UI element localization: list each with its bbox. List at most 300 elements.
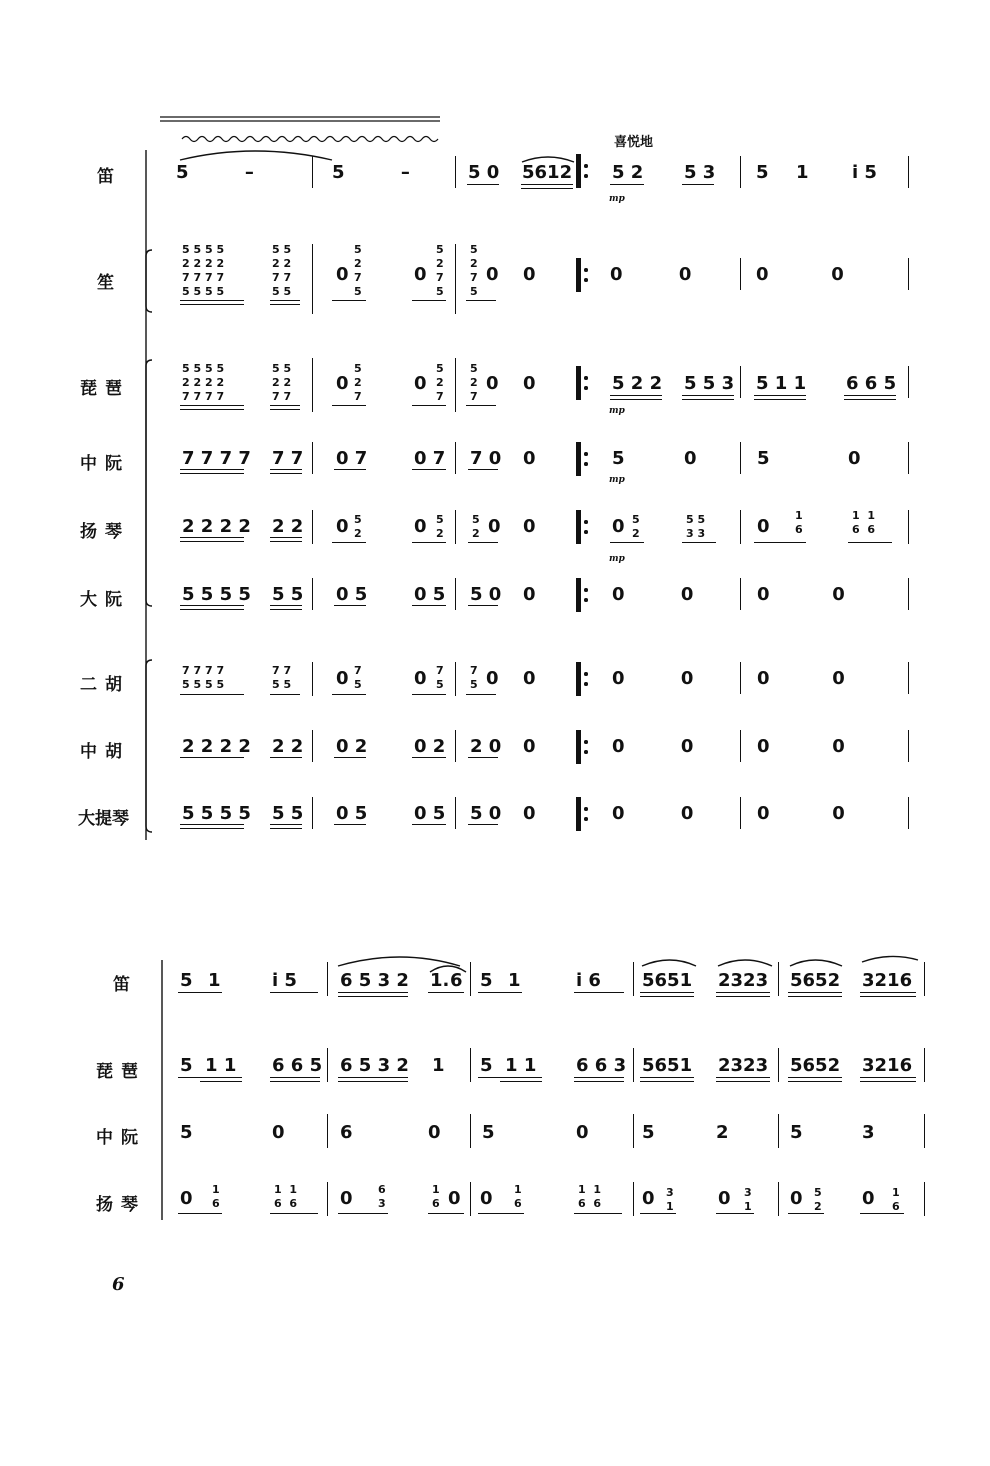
instrument-label-dizi: 笛: [97, 167, 114, 187]
underline: [270, 300, 300, 301]
underline: [574, 1077, 624, 1078]
barline: [740, 797, 741, 829]
barline: [312, 797, 313, 829]
underline: [640, 1213, 676, 1214]
note: 0: [448, 1188, 461, 1209]
barline: [455, 442, 456, 474]
repeat-dots: [584, 520, 588, 534]
note: 0 5: [336, 584, 368, 605]
underline: [180, 828, 244, 829]
underline: [180, 824, 244, 825]
note: 0: [576, 1122, 589, 1143]
instrument-label-erhu: 二胡: [80, 675, 130, 695]
note: 0 0: [757, 584, 845, 605]
note: 0: [862, 1188, 875, 1209]
underline: [178, 1077, 242, 1078]
note: 0: [336, 264, 349, 285]
note: 5 5 5 5: [182, 803, 251, 824]
underline: [478, 1213, 524, 1214]
barline: [327, 1048, 328, 1082]
note: 0: [414, 668, 427, 689]
underline: [682, 184, 714, 185]
underline: [860, 1213, 904, 1214]
chord: 5 2: [354, 513, 362, 540]
note: 6: [450, 970, 463, 991]
note: 0: [480, 1188, 493, 1209]
underline: [716, 992, 770, 993]
barline: [327, 1182, 328, 1216]
underline: [270, 609, 302, 610]
repeat-dots: [584, 807, 588, 821]
barline: [924, 1182, 925, 1216]
note: 0: [340, 1188, 353, 1209]
repeat-dots: [584, 588, 588, 602]
underline: [860, 1081, 916, 1082]
repeat-dots: [584, 376, 588, 390]
note: i 6: [576, 970, 601, 991]
chord: 5 2 7 5: [354, 243, 362, 298]
note: 5 0: [470, 584, 502, 605]
note: 0 0: [612, 584, 694, 605]
note: 0 0: [756, 264, 844, 285]
underline: [412, 824, 446, 825]
note: 5 0: [470, 803, 502, 824]
note: 5 –: [176, 162, 254, 183]
note: 5651: [642, 970, 693, 991]
underline: [640, 1077, 694, 1078]
underline: [574, 992, 624, 993]
barline: [455, 510, 456, 544]
barline: [778, 1182, 779, 1216]
dynamic-mark: mp: [609, 406, 625, 416]
note: 5: [757, 448, 770, 469]
underline: [332, 405, 366, 406]
chord: 3 1: [744, 1186, 752, 1213]
barline: [908, 366, 909, 398]
chord: 1 6: [892, 1186, 900, 1213]
barline: [470, 962, 471, 996]
underline: [640, 996, 694, 997]
note: 0: [336, 516, 349, 537]
underline: [466, 405, 496, 406]
underline: [467, 184, 499, 185]
note: 0 0: [612, 803, 694, 824]
underline: [270, 537, 302, 538]
repeat-bar: [576, 730, 581, 764]
note: 0: [488, 516, 501, 537]
chord: 7 7 7 7 5 5 5 5: [182, 664, 225, 691]
underline: [574, 1213, 622, 1214]
underline: [180, 300, 244, 301]
barline: [924, 1048, 925, 1082]
underline: [788, 1081, 842, 1082]
underline: [180, 541, 244, 542]
underline: [412, 542, 446, 543]
repeat-bar: [576, 662, 581, 696]
instrument-label-yangqin: 扬琴: [80, 522, 130, 542]
note: 5 5 5 5: [182, 584, 251, 605]
underline: [332, 694, 366, 695]
note: 2 2: [272, 516, 304, 537]
repeat-bar: [576, 578, 581, 612]
chord: 1 6: [514, 1183, 522, 1210]
note: 0: [848, 448, 861, 469]
underline: [574, 1081, 624, 1082]
underline: [178, 1213, 222, 1214]
note: 3216: [862, 970, 913, 991]
barline: [327, 1114, 328, 1148]
note: 0 2: [414, 736, 446, 757]
underline: [338, 996, 408, 997]
chord: 5 2 7 5: [470, 243, 478, 298]
barline: [633, 1048, 634, 1082]
note: 5612: [522, 162, 573, 183]
note: 2 2: [272, 736, 304, 757]
chord: 6 3: [378, 1183, 386, 1210]
barline: [455, 156, 456, 188]
note: 6 6 5: [272, 1055, 323, 1076]
note: 6 6 5: [846, 373, 897, 394]
note: 5652: [790, 970, 841, 991]
barline: [455, 358, 456, 412]
note: 1.: [430, 970, 450, 991]
note: 5 2: [612, 162, 644, 183]
note: 2323: [718, 1055, 769, 1076]
barline: [740, 510, 741, 544]
note: 0 5: [414, 803, 446, 824]
underline: [610, 395, 662, 396]
underline: [754, 395, 806, 396]
note: 0: [523, 668, 536, 689]
barline: [312, 578, 313, 610]
barline: [312, 358, 313, 412]
chord: 5 2: [632, 513, 640, 540]
chord: 5 2 7: [354, 362, 362, 403]
chord: 5 5 3 3: [686, 513, 706, 540]
underline: [332, 300, 366, 301]
barline: [455, 244, 456, 314]
note: i 5: [852, 162, 877, 183]
note: 6 6 3: [576, 1055, 627, 1076]
chord: 5 2: [814, 1186, 822, 1213]
barline: [778, 1114, 779, 1148]
chord: 1 6: [212, 1183, 220, 1210]
note: 2323: [718, 970, 769, 991]
note: 0 0: [610, 264, 692, 285]
barline: [908, 442, 909, 474]
note: 6 5 3 2: [340, 970, 409, 991]
underline: [640, 1081, 694, 1082]
note: 0 0: [757, 668, 845, 689]
underline: [270, 757, 302, 758]
chord: 5 5 5 5 2 2 2 2 7 7 7 7 5 5 5 5: [182, 243, 225, 298]
note: 5 1 1: [480, 1055, 537, 1076]
note: 0: [336, 373, 349, 394]
underline: [468, 824, 498, 825]
note: 5: [482, 1122, 495, 1143]
underline: [180, 757, 244, 758]
barline: [740, 366, 741, 398]
underline: [521, 184, 573, 185]
barline: [908, 578, 909, 610]
underline: [270, 605, 302, 606]
underline: [270, 992, 318, 993]
underline: [610, 542, 644, 543]
barline: [312, 156, 313, 188]
note: 0: [414, 516, 427, 537]
note: 0: [642, 1188, 655, 1209]
note: 0: [486, 373, 499, 394]
chord: 5 2 7 5: [436, 243, 444, 298]
barline: [908, 730, 909, 762]
underline: [270, 694, 300, 695]
note: 5 0: [468, 162, 500, 183]
note: 5: [180, 1122, 193, 1143]
underline: [844, 399, 896, 400]
underline: [270, 469, 302, 470]
underline: [468, 605, 498, 606]
underline: [334, 605, 366, 606]
note: 0 7: [414, 448, 446, 469]
note: 3216: [862, 1055, 913, 1076]
note: 5 5: [272, 803, 304, 824]
barline: [312, 244, 313, 314]
note: 0: [523, 448, 536, 469]
underline: [334, 824, 366, 825]
repeat-bar: [576, 154, 581, 188]
barline: [312, 662, 313, 696]
note: 0: [523, 584, 536, 605]
note: 0: [523, 736, 536, 757]
underline: [270, 409, 300, 410]
underline: [428, 1213, 464, 1214]
repeat-dots: [584, 268, 588, 282]
note: 5652: [790, 1055, 841, 1076]
chord: 5 5 5 5 2 2 2 2 7 7 7 7: [182, 362, 225, 403]
note: 1: [432, 1055, 445, 1076]
underline: [412, 757, 446, 758]
note: 0 0: [612, 736, 694, 757]
underline: [412, 694, 446, 695]
underline: [270, 473, 302, 474]
note: 0 0: [757, 803, 845, 824]
underline: [334, 757, 366, 758]
underline: [716, 996, 770, 997]
instrument-label-sheng: 笙: [97, 273, 114, 293]
barline: [633, 1114, 634, 1148]
underline: [640, 992, 694, 993]
underline: [788, 996, 842, 997]
underline: [428, 992, 464, 993]
underline: [610, 399, 662, 400]
barline: [312, 442, 313, 474]
note: 5 3: [684, 162, 716, 183]
note: 0: [414, 373, 427, 394]
instrument-label-daruan: 大阮: [80, 590, 130, 610]
note: 5 2 2: [612, 373, 663, 394]
note: 0 5: [336, 803, 368, 824]
barline: [740, 156, 741, 188]
chord: 1 1 6 6: [852, 509, 875, 536]
note: 5: [612, 448, 625, 469]
note: 0: [180, 1188, 193, 1209]
chord: 1 1 6 6: [274, 1183, 297, 1210]
barline: [778, 962, 779, 996]
note: 5: [756, 162, 769, 183]
note: 0: [684, 448, 697, 469]
instrument-label-pipa: 琵琶: [80, 379, 130, 399]
chord: 1 1 6 6: [578, 1183, 601, 1210]
underline: [468, 469, 498, 470]
underline: [180, 605, 244, 606]
barline: [740, 442, 741, 474]
repeat-dots: [584, 164, 588, 178]
note: 5 1 1: [180, 1055, 237, 1076]
underline: [270, 1077, 320, 1078]
chord: 7 5: [470, 664, 478, 691]
chord: 5 5 2 2 7 7: [272, 362, 292, 403]
underline: [180, 609, 244, 610]
barline: [778, 1048, 779, 1082]
barline: [740, 258, 741, 290]
chord: 5 2: [472, 513, 480, 540]
underline: [270, 541, 302, 542]
barline: [740, 730, 741, 762]
chord: 5 2 7: [436, 362, 444, 403]
underline: [754, 542, 806, 543]
note: 0: [790, 1188, 803, 1209]
expression-mark: 喜悦地: [614, 135, 654, 150]
note: 0: [428, 1122, 441, 1143]
dynamic-mark: mp: [609, 194, 625, 204]
instrument-label-dizi: 笛: [113, 975, 130, 995]
underline: [610, 184, 644, 185]
chord: 5 5 2 2 7 7 5 5: [272, 243, 292, 298]
note: 0: [718, 1188, 731, 1209]
underline: [338, 1077, 408, 1078]
barline: [455, 730, 456, 762]
repeat-dots: [584, 740, 588, 754]
note: 0: [414, 264, 427, 285]
barline: [470, 1114, 471, 1148]
underline: [716, 1081, 770, 1082]
underline: [754, 399, 806, 400]
underline: [478, 1077, 542, 1078]
note: 2 2 2 2: [182, 516, 251, 537]
underline: [788, 992, 842, 993]
barline: [908, 510, 909, 544]
note: 1: [208, 970, 221, 991]
note: 0 7: [336, 448, 368, 469]
underline: [716, 1213, 754, 1214]
barline: [633, 1182, 634, 1216]
repeat-bar: [576, 797, 581, 831]
underline: [334, 469, 366, 470]
underline: [338, 1081, 408, 1082]
repeat-dots: [584, 672, 588, 686]
repeat-bar: [576, 442, 581, 476]
underline: [270, 304, 300, 305]
note: 5 1 1: [756, 373, 807, 394]
chord: 7 5: [354, 664, 362, 691]
instrument-label-zhonghu: 中胡: [80, 742, 130, 762]
underline: [860, 992, 916, 993]
repeat-bar: [576, 366, 581, 400]
underline: [270, 824, 302, 825]
barline: [740, 578, 741, 610]
underline: [180, 469, 244, 470]
underline: [466, 300, 496, 301]
underline: [270, 1081, 320, 1082]
underline: [270, 1213, 318, 1214]
underline: [848, 542, 892, 543]
underline: [200, 1081, 242, 1082]
underline: [332, 542, 366, 543]
page-number: 6: [112, 1274, 125, 1295]
underline: [180, 405, 244, 406]
note: 1: [508, 970, 521, 991]
underline: [180, 409, 244, 410]
underline: [270, 828, 302, 829]
underline: [412, 605, 446, 606]
note: 0: [486, 264, 499, 285]
note: 0: [523, 803, 536, 824]
note: 5 –: [332, 162, 410, 183]
barline: [633, 962, 634, 996]
underline: [521, 188, 573, 189]
underline: [180, 304, 244, 305]
barline: [740, 662, 741, 694]
underline: [466, 694, 496, 695]
underline: [468, 542, 498, 543]
barline: [908, 258, 909, 290]
underline: [412, 300, 446, 301]
barline: [908, 662, 909, 694]
note: 0: [523, 516, 536, 537]
dynamic-mark: mp: [609, 475, 625, 485]
underline: [716, 1077, 770, 1078]
instrument-label-datiqin: 大提琴: [78, 809, 129, 829]
barline: [455, 578, 456, 610]
note: 3: [862, 1122, 875, 1143]
note: 2: [716, 1122, 729, 1143]
note: 0 0: [757, 736, 845, 757]
note: 7 0: [470, 448, 502, 469]
note: 2 2 2 2: [182, 736, 251, 757]
underline: [860, 1077, 916, 1078]
instrument-label-zhongruan: 中阮: [80, 454, 130, 474]
chord: 1 6: [432, 1183, 440, 1210]
note: 0: [523, 373, 536, 394]
barline: [455, 797, 456, 829]
note: 0: [486, 668, 499, 689]
note: i 5: [272, 970, 297, 991]
note: 5: [790, 1122, 803, 1143]
chord: 3 1: [666, 1186, 674, 1213]
chord: 7 5: [436, 664, 444, 691]
chord: 1 6: [795, 509, 803, 536]
note: 5: [180, 970, 193, 991]
note: 0 0: [612, 668, 694, 689]
underline: [468, 757, 498, 758]
note: 0: [523, 264, 536, 285]
note: 0 2: [336, 736, 368, 757]
repeat-bar: [576, 258, 581, 292]
instrument-label-zhongruan: 中阮: [96, 1128, 146, 1148]
underline: [178, 992, 222, 993]
underline: [180, 537, 244, 538]
barline: [312, 730, 313, 762]
